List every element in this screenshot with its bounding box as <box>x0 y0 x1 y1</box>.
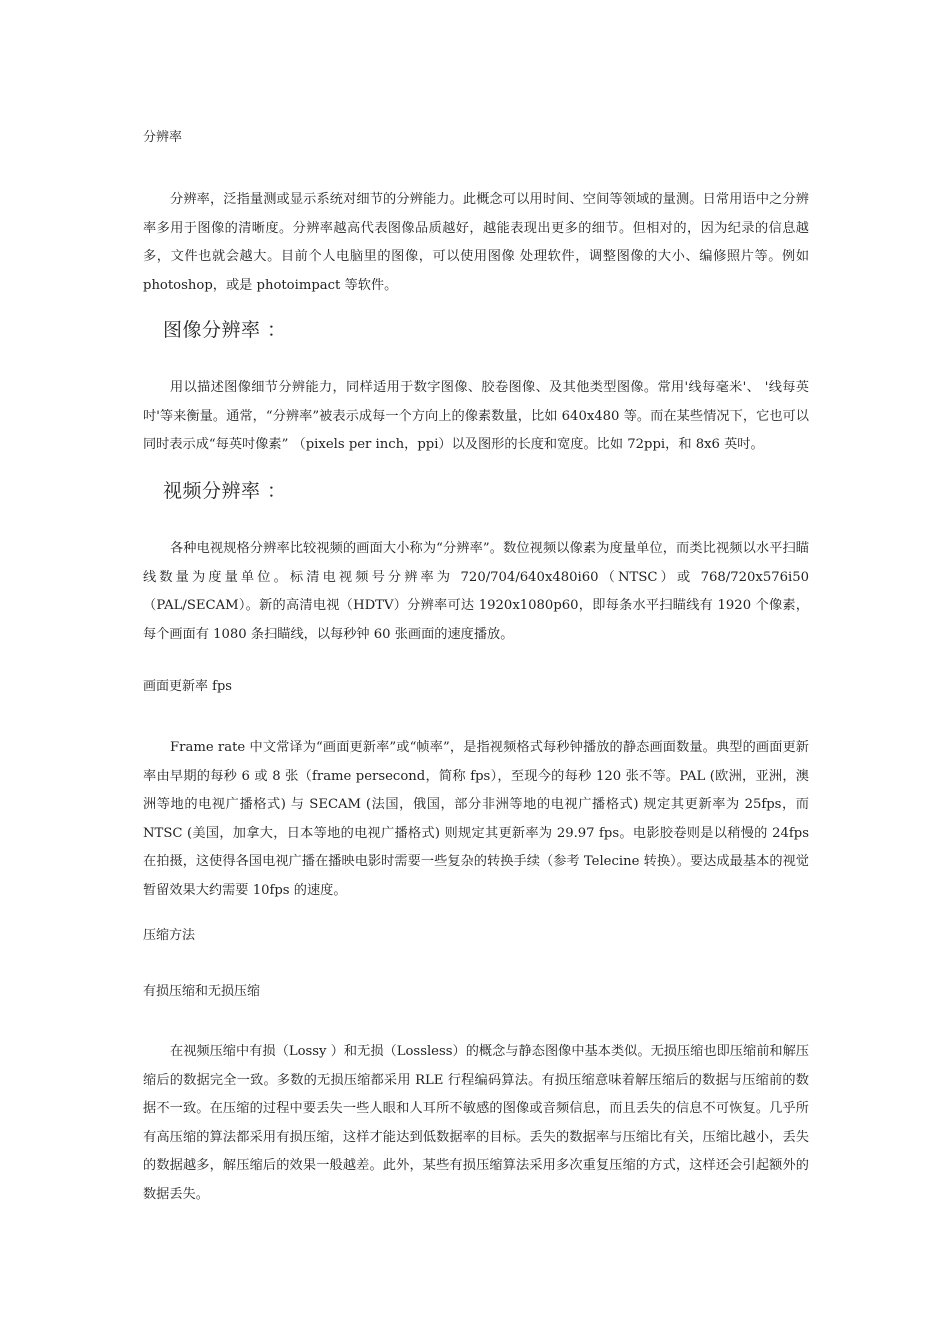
lossy-lossless-heading: 有损压缩和无损压缩 <box>143 984 261 999</box>
video-resolution-heading: 视频分辨率 ： <box>163 480 287 502</box>
doc-title: 分辨率 <box>143 130 183 145</box>
compression-heading: 压缩方法 <box>143 928 196 943</box>
lossy-lossless-paragraph: 在视频压缩中有损（Lossy ）和无损（Lossless）的概念与静态图像中基本类似。无损压缩也即压缩前和解压缩后的数据完全一致。多数的无损压缩都采用 RLE 行程编码算法。有损压缩意味着解压缩后的数据与压缩前的数据不一致。在压缩的过程中要丢失一些人眼和人耳所不敏感的图像或音频信息，而且丢失的信息不可恢复。几乎所有高压缩的算法都采用有损压缩，这样才能达到低数据率的目标。丢失的数据率与压缩比有关，压缩比越小，丢失的数据越多，解压缩后的效果一般越差。此外，某些有损压缩算法采用多次重复压缩的方式，这样还会引起额外的数据丢失。 <box>143 1044 809 1202</box>
image-resolution-paragraph: 用以描述图像细节分辨能力，同样适用于数字图像、胶卷图像、及其他类型图像。常用'线每毫米'、 '线每英吋'等来衡量。通常，“分辨率”被表示成每一个方向上的像素数量，比如 640x480 等。而在某些情况下，它也可以同时表示成“每英吋像素” （pixels per inch，ppi）以及图形的长度和宽度。比如 72ppi，和 8x6 英吋。 <box>143 380 809 453</box>
fps-heading: 画面更新率 fps <box>143 679 232 694</box>
video-resolution-paragraph: 各种电视规格分辨率比较视频的画面大小称为“分辨率”。数位视频以像素为度量单位，而类比视频以水平扫瞄线数量为度量单位。标清电视频号分辨率为 720/704/640x480i60（NTSC）或 768/720x576i50（PAL/SECAM）。新的高清电视（HDTV）分辨率可达 1920x1080p60，即每条水平扫瞄线有 1920 个像素，每个画面有 1080 条扫瞄线，以每秒钟 60 张画面的速度播放。 <box>143 541 809 642</box>
fps-paragraph: Frame rate 中文常译为“画面更新率”或“帧率”，是指视频格式每秒钟播放的静态画面数量。典型的画面更新率由早期的每秒 6 或 8 张（frame persecond，简称 fps），至现今的每秒 120 张不等。PAL (欧洲，亚洲，澳洲等地的电视广播格式) 与 SECAM (法国，俄国，部分非洲等地的电视广播格式) 规定其更新率为 25fps，而 NTSC (美国，加拿大，日本等地的电视广播格式) 则规定其更新率为 29.97 fps。电影胶卷则是以稍慢的 24fps 在拍摄，这使得各国电视广播在播映电影时需要一些复杂的转换手续（参考 Telecine 转换）。要达成最基本的视觉暂留效果大约需要 10fps 的速度。 <box>143 740 809 898</box>
intro-paragraph: 分辨率，泛指量测或显示系统对细节的分辨能力。此概念可以用时间、空间等领域的量测。日常用语中之分辨率多用于图像的清晰度。分辨率越高代表图像品质越好，越能表现出更多的细节。但相对的，因为纪录的信息越多，文件也就会越大。目前个人电脑里的图像，可以使用图像 处理软件，调整图像的大小、编修照片等。例如 photoshop，或是 photoimpact 等软件。 <box>143 192 809 293</box>
image-resolution-heading: 图像分辨率 ： <box>163 319 287 341</box>
